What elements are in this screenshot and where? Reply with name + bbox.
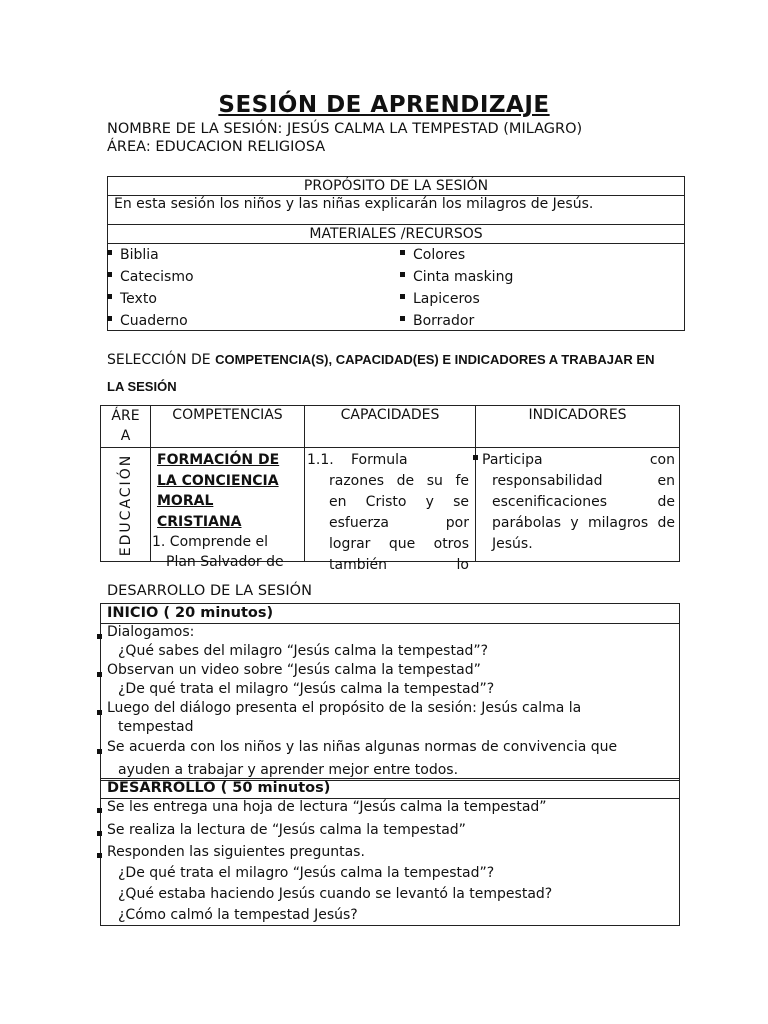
material-item: Colores <box>407 244 513 266</box>
materials-header: MATERIALES /RECURSOS <box>108 225 685 244</box>
materials-list <box>108 244 684 330</box>
inicio-line: Luego del diálogo presenta el propósito de la sesión: Jesús calma la <box>107 700 582 716</box>
page-title: SESIÓN DE APRENDIZAJE <box>218 92 550 118</box>
material-item: Texto <box>114 288 194 310</box>
desarrollo-line: ¿Qué estaba haciendo Jesús cuando se levantó la tempestad? <box>118 886 553 902</box>
material-item: Cuaderno <box>114 310 194 332</box>
inicio-line: tempestad <box>118 719 194 735</box>
selection-heading-line2: LA SESIÓN <box>107 379 177 394</box>
header-competencias: COMPETENCIAS <box>151 406 305 448</box>
material-item: Cinta masking <box>407 266 513 288</box>
inicio-line: Se acuerda con los niños y las niñas algunas normas de convivencia que <box>107 739 618 755</box>
inicio-line: ¿De qué trata el milagro “Jesús calma la tempestad”? <box>118 681 495 697</box>
selection-heading <box>107 352 654 368</box>
header-capacidades: CAPACIDADES <box>305 406 476 448</box>
competencia-cell: FORMACIÓN DE LA CONCIENCIA MORAL CRISTIANA 1. Comprende el Plan Salvador de <box>152 452 284 570</box>
inicio-line: ¿Qué sabes del milagro “Jesús calma la tempestad”? <box>118 643 489 659</box>
material-item: Biblia <box>114 244 194 266</box>
area-vertical-label: EDUCACIÓN <box>118 453 134 556</box>
desarrollo-line: Se realiza la lectura de “Jesús calma la tempestad” <box>107 822 466 838</box>
inicio-section <box>100 603 680 781</box>
desarrollo-line: ¿Cómo calmó la tempestad Jesús? <box>118 907 358 923</box>
inicio-line: ayuden a trabajar y aprender mejor entre todos. <box>118 762 459 778</box>
material-item: Catecismo <box>114 266 194 288</box>
material-item: Borrador <box>407 310 513 332</box>
inicio-line: Dialogamos: <box>107 624 195 640</box>
inicio-header: INICIO ( 20 minutos) <box>101 604 679 624</box>
purpose-materials-table <box>107 176 685 331</box>
header-indicadores: INDICADORES <box>476 406 680 448</box>
header-area: ÁRE A <box>101 406 151 448</box>
development-title: DESARROLLO DE LA SESIÓN <box>107 583 312 599</box>
desarrollo-header: DESARROLLO ( 50 minutos) <box>101 779 679 799</box>
selection-bold: COMPETENCIA(S), CAPACIDAD(ES) E INDICADORES A TRABAJAR EN <box>215 352 655 367</box>
desarrollo-line: ¿De qué trata el milagro “Jesús calma la tempestad”? <box>118 865 495 881</box>
desarrollo-line: Responden las siguientes preguntas. <box>107 844 365 860</box>
desarrollo-section <box>100 778 680 926</box>
purpose-header: PROPÓSITO DE LA SESIÓN <box>108 177 685 196</box>
purpose-text: En esta sesión los niños y las niñas explicarán los milagros de Jesús. <box>108 196 685 225</box>
inicio-line: Observan un video sobre “Jesús calma la tempestad” <box>107 662 481 678</box>
capacidad-cell: 1.1. Formula razones de su fe en Cristo y se esfuerza por lograr que otros también lo <box>307 452 469 573</box>
area-line: ÁREA: EDUCACION RELIGIOSA <box>107 139 326 155</box>
desarrollo-line: Se les entrega una hoja de lectura “Jesús calma la tempestad” <box>107 799 547 815</box>
session-name: NOMBRE DE LA SESIÓN: JESÚS CALMA LA TEMPESTAD (MILAGRO) <box>107 121 583 137</box>
competency-table <box>100 405 680 573</box>
material-item: Lapiceros <box>407 288 513 310</box>
selection-prefix: SELECCIÓN DE <box>107 352 211 368</box>
indicador-cell: Participa con responsabilidad en escenificaciones de parábolas y milagros de Jesús. <box>476 448 679 561</box>
